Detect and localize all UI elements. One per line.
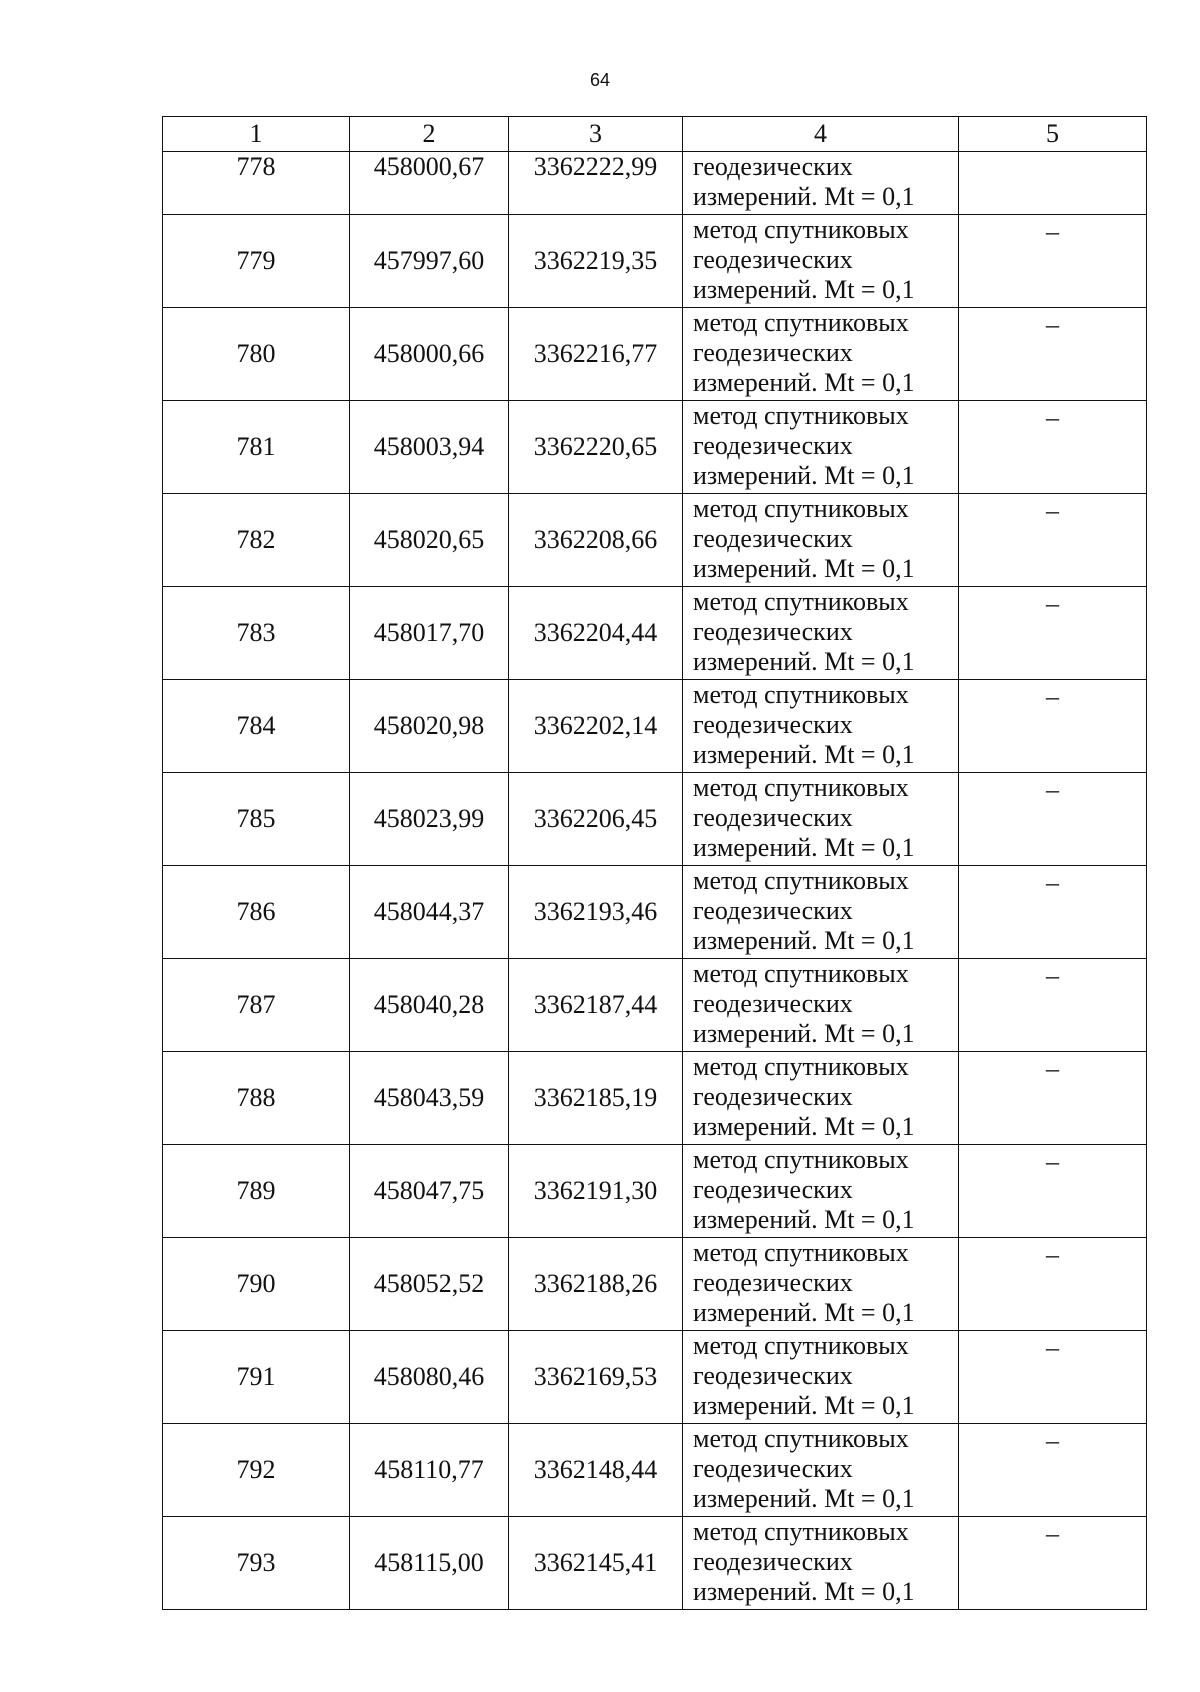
- note-cell: –: [959, 1331, 1147, 1424]
- header-cell-1: 1: [163, 117, 350, 152]
- y-coordinate-cell: 3362220,65: [509, 401, 683, 494]
- method-line: метод спутниковых: [693, 866, 909, 895]
- note-cell: –: [959, 308, 1147, 401]
- table-row: [163, 1052, 1147, 1145]
- x-coordinate-cell: 458000,66: [350, 308, 509, 401]
- point-number-cell: 778: [163, 152, 350, 215]
- method-line: измерений. Mt = 0,1: [693, 554, 915, 583]
- y-coordinate-cell: 3362185,19: [509, 1052, 683, 1145]
- table-row: [163, 1331, 1147, 1424]
- point-number-cell: 783: [163, 587, 350, 680]
- note-cell: –: [959, 1145, 1147, 1238]
- table-row: [163, 152, 1147, 215]
- y-coordinate-cell: 3362187,44: [509, 959, 683, 1052]
- method-line: геодезических: [693, 431, 853, 460]
- method-line: метод спутниковых: [693, 773, 909, 802]
- header-cell-4: 4: [683, 117, 959, 152]
- table-row: [163, 587, 1147, 680]
- method-line: геодезических: [693, 710, 853, 739]
- table-row: [163, 773, 1147, 866]
- point-number-cell: 785: [163, 773, 350, 866]
- x-coordinate-cell: 458044,37: [350, 866, 509, 959]
- method-line: измерений. Mt = 0,1: [693, 740, 915, 769]
- table-row: [163, 959, 1147, 1052]
- table-row: [163, 401, 1147, 494]
- method-line: геодезических: [693, 896, 853, 925]
- method-line: измерений. Mt = 0,1: [693, 461, 915, 490]
- method-line: геодезических: [693, 245, 853, 274]
- method-cell: [683, 308, 959, 401]
- point-number-cell: 782: [163, 494, 350, 587]
- method-line: измерений. Mt = 0,1: [693, 1391, 915, 1420]
- point-number-cell: 793: [163, 1517, 350, 1610]
- method-line: измерений. Mt = 0,1: [693, 833, 915, 862]
- x-coordinate-cell: 458020,65: [350, 494, 509, 587]
- method-line: метод спутниковых: [693, 1145, 909, 1174]
- method-cell: [683, 215, 959, 308]
- y-coordinate-cell: 3362193,46: [509, 866, 683, 959]
- point-number-cell: 786: [163, 866, 350, 959]
- y-coordinate-cell: 3362222,99: [509, 152, 683, 215]
- table-row: [163, 680, 1147, 773]
- x-coordinate-cell: 458110,77: [350, 1424, 509, 1517]
- x-coordinate-cell: 458020,98: [350, 680, 509, 773]
- y-coordinate-cell: 3362204,44: [509, 587, 683, 680]
- point-number-cell: 779: [163, 215, 350, 308]
- header-cell-5: 5: [959, 117, 1147, 152]
- method-cell: [683, 494, 959, 587]
- note-cell: –: [959, 866, 1147, 959]
- note-cell: –: [959, 1424, 1147, 1517]
- method-line: метод спутниковых: [693, 401, 909, 430]
- method-cell: [683, 1238, 959, 1331]
- x-coordinate-cell: 458047,75: [350, 1145, 509, 1238]
- method-line: метод спутниковых: [693, 308, 909, 337]
- y-coordinate-cell: 3362208,66: [509, 494, 683, 587]
- x-coordinate-cell: 458052,52: [350, 1238, 509, 1331]
- point-number-cell: 790: [163, 1238, 350, 1331]
- x-coordinate-cell: 458017,70: [350, 587, 509, 680]
- method-line: измерений. Mt = 0,1: [693, 926, 915, 955]
- method-line: геодезических: [693, 524, 853, 553]
- x-coordinate-cell: 458080,46: [350, 1331, 509, 1424]
- note-cell: –: [959, 401, 1147, 494]
- method-line: метод спутниковых: [693, 1052, 909, 1081]
- method-line: геодезических: [693, 1268, 853, 1297]
- method-line: геодезических: [693, 1361, 853, 1390]
- method-line: геодезических: [693, 1547, 853, 1576]
- x-coordinate-cell: 458115,00: [350, 1517, 509, 1610]
- method-line: измерений. Mt = 0,1: [693, 1019, 915, 1048]
- point-number-cell: 788: [163, 1052, 350, 1145]
- x-coordinate-cell: 458023,99: [350, 773, 509, 866]
- y-coordinate-cell: 3362188,26: [509, 1238, 683, 1331]
- method-cell: [683, 1424, 959, 1517]
- table-row: [163, 1424, 1147, 1517]
- note-cell: –: [959, 1517, 1147, 1610]
- method-cell: [683, 773, 959, 866]
- point-number-cell: 780: [163, 308, 350, 401]
- method-line: геодезических: [693, 152, 853, 181]
- method-cell: [683, 866, 959, 959]
- note-cell: –: [959, 1052, 1147, 1145]
- table-row: [163, 1238, 1147, 1331]
- method-line: метод спутниковых: [693, 959, 909, 988]
- x-coordinate-cell: 458040,28: [350, 959, 509, 1052]
- method-line: измерений. Mt = 0,1: [693, 368, 915, 397]
- note-cell: [959, 152, 1147, 215]
- method-line: измерений. Mt = 0,1: [693, 1298, 915, 1327]
- method-line: геодезических: [693, 803, 853, 832]
- note-cell: –: [959, 959, 1147, 1052]
- method-cell: [683, 587, 959, 680]
- method-cell: [683, 1145, 959, 1238]
- method-cell: [683, 1517, 959, 1610]
- y-coordinate-cell: 3362216,77: [509, 308, 683, 401]
- header-cell-3: 3: [509, 117, 683, 152]
- method-line: измерений. Mt = 0,1: [693, 1577, 915, 1606]
- point-number-cell: 789: [163, 1145, 350, 1238]
- point-number-cell: 784: [163, 680, 350, 773]
- point-number-cell: 791: [163, 1331, 350, 1424]
- y-coordinate-cell: 3362202,14: [509, 680, 683, 773]
- method-cell: [683, 152, 959, 215]
- y-coordinate-cell: 3362148,44: [509, 1424, 683, 1517]
- y-coordinate-cell: 3362169,53: [509, 1331, 683, 1424]
- method-line: измерений. Mt = 0,1: [693, 182, 915, 211]
- coordinates-table: [162, 116, 1147, 1610]
- method-cell: [683, 959, 959, 1052]
- note-cell: –: [959, 1238, 1147, 1331]
- method-cell: [683, 1052, 959, 1145]
- method-cell: [683, 1331, 959, 1424]
- method-cell: [683, 680, 959, 773]
- method-line: метод спутниковых: [693, 1238, 909, 1267]
- table-row: [163, 1517, 1147, 1610]
- note-cell: –: [959, 773, 1147, 866]
- method-line: измерений. Mt = 0,1: [693, 1484, 915, 1513]
- method-line: геодезических: [693, 1175, 853, 1204]
- method-line: измерений. Mt = 0,1: [693, 275, 915, 304]
- note-cell: –: [959, 587, 1147, 680]
- x-coordinate-cell: 458043,59: [350, 1052, 509, 1145]
- method-line: измерений. Mt = 0,1: [693, 1112, 915, 1141]
- method-line: геодезических: [693, 1082, 853, 1111]
- y-coordinate-cell: 3362219,35: [509, 215, 683, 308]
- point-number-cell: 787: [163, 959, 350, 1052]
- page-number: 64: [589, 70, 611, 90]
- y-coordinate-cell: 3362191,30: [509, 1145, 683, 1238]
- method-line: метод спутниковых: [693, 494, 909, 523]
- method-line: измерений. Mt = 0,1: [693, 1205, 915, 1234]
- header-cell-2: 2: [350, 117, 509, 152]
- method-line: метод спутниковых: [693, 587, 909, 616]
- point-number-cell: 792: [163, 1424, 350, 1517]
- table-row: [163, 494, 1147, 587]
- method-line: метод спутниковых: [693, 215, 909, 244]
- method-line: геодезических: [693, 1454, 853, 1483]
- note-cell: –: [959, 680, 1147, 773]
- y-coordinate-cell: 3362145,41: [509, 1517, 683, 1610]
- method-cell: [683, 401, 959, 494]
- x-coordinate-cell: 458003,94: [350, 401, 509, 494]
- method-line: метод спутниковых: [693, 1424, 909, 1453]
- table-row: [163, 215, 1147, 308]
- method-line: метод спутниковых: [693, 1331, 909, 1360]
- table-row: [163, 866, 1147, 959]
- method-line: геодезических: [693, 989, 853, 1018]
- header-row: [163, 117, 1147, 152]
- method-line: геодезических: [693, 617, 853, 646]
- method-line: геодезических: [693, 338, 853, 367]
- x-coordinate-cell: 457997,60: [350, 215, 509, 308]
- table-row: [163, 1145, 1147, 1238]
- x-coordinate-cell: 458000,67: [350, 152, 509, 215]
- method-line: метод спутниковых: [693, 1517, 909, 1546]
- table-row: [163, 308, 1147, 401]
- note-cell: –: [959, 494, 1147, 587]
- method-line: метод спутниковых: [693, 680, 909, 709]
- point-number-cell: 781: [163, 401, 350, 494]
- y-coordinate-cell: 3362206,45: [509, 773, 683, 866]
- note-cell: –: [959, 215, 1147, 308]
- method-line: измерений. Mt = 0,1: [693, 647, 915, 676]
